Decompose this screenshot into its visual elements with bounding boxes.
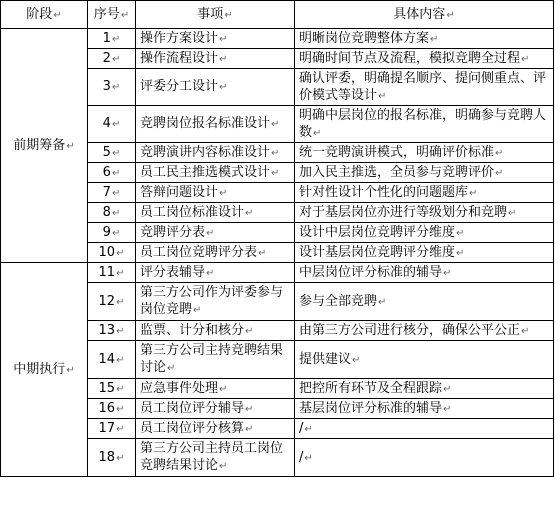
paragraph-mark-icon: ↵ [116, 403, 125, 415]
row-item: 第三方公司主持员工岗位竞聘结果讨论↵ [136, 439, 295, 477]
row-item: 员工民主推选模式设计↵ [136, 163, 295, 183]
row-content: 参与全部竞聘↵ [295, 283, 554, 321]
paragraph-mark-icon: ↵ [443, 383, 452, 395]
row-content: 设计基层岗位竞聘评分维度↵ [295, 243, 554, 263]
row-content: 统一竞聘演讲模式，明确评价标准↵ [295, 143, 554, 163]
header-item: 事项↵ [136, 1, 295, 29]
header-number: 序号↵ [88, 1, 136, 29]
header-phase: 阶段↵ [1, 1, 88, 29]
paragraph-mark-icon: ↵ [521, 325, 530, 337]
row-number: 8↵ [88, 203, 136, 223]
paragraph-mark-icon: ↵ [443, 267, 452, 279]
paragraph-mark-icon: ↵ [193, 305, 202, 316]
row-item: 第三方公司主持竞聘结果讨论↵ [136, 341, 295, 379]
paragraph-mark-icon: ↵ [495, 147, 504, 159]
row-number: 13↵ [88, 321, 136, 341]
row-number: 18↵ [88, 439, 136, 477]
row-content: 设计中层岗位竞聘评分维度↵ [295, 223, 554, 243]
row-item: 竞聘演讲内容标准设计↵ [136, 143, 295, 163]
paragraph-mark-icon: ↵ [116, 452, 125, 464]
row-item: 员工岗位标准设计↵ [136, 203, 295, 223]
paragraph-mark-icon: ↵ [116, 325, 125, 337]
row-number: 11↵ [88, 263, 136, 283]
paragraph-mark-icon: ↵ [446, 9, 455, 21]
row-content: /↵ [295, 419, 554, 439]
paragraph-mark-icon: ↵ [245, 325, 254, 337]
row-number: 16↵ [88, 399, 136, 419]
paragraph-mark-icon: ↵ [456, 227, 465, 239]
paragraph-mark-icon: ↵ [116, 267, 125, 279]
paragraph-mark-icon: ↵ [111, 82, 121, 93]
row-item: 员工岗位评分核算↵ [136, 419, 295, 439]
row-content: 对于基层岗位亦进行等级划分和竞聘↵ [295, 203, 554, 223]
paragraph-mark-icon: ↵ [111, 187, 121, 199]
row-content: 由第三方公司进行核分，确保公平公正↵ [295, 321, 554, 341]
paragraph-mark-icon: ↵ [224, 9, 233, 21]
row-number: 12↵ [88, 283, 136, 321]
paragraph-mark-icon: ↵ [219, 53, 228, 65]
paragraph-mark-icon: ↵ [206, 227, 215, 239]
paragraph-mark-icon: ↵ [116, 247, 125, 259]
row-content: 中层岗位评分标准的辅导↵ [295, 263, 554, 283]
row-item: 竞聘岗位报名标准设计↵ [136, 106, 295, 143]
row-item: 操作方案设计↵ [136, 29, 295, 49]
paragraph-mark-icon: ↵ [521, 53, 530, 65]
paragraph-mark-icon: ↵ [271, 119, 280, 130]
row-item: 第三方公司作为评委参与岗位竞聘↵ [136, 283, 295, 321]
paragraph-mark-icon: ↵ [508, 207, 517, 219]
paragraph-mark-icon: ↵ [219, 187, 228, 199]
paragraph-mark-icon: ↵ [66, 140, 75, 152]
paragraph-mark-icon: ↵ [313, 127, 322, 139]
row-item: 员工岗位评分辅导↵ [136, 399, 295, 419]
paragraph-mark-icon: ↵ [111, 33, 121, 45]
row-content: 明确中层岗位的报名标准，明确参与竞聘人数↵ [295, 106, 554, 143]
row-number: 10↵ [88, 243, 136, 263]
row-content: /↵ [295, 439, 554, 477]
paragraph-mark-icon: ↵ [167, 363, 176, 374]
paragraph-mark-icon: ↵ [378, 90, 387, 102]
paragraph-mark-icon: ↵ [111, 207, 121, 219]
paragraph-mark-icon: ↵ [469, 187, 478, 199]
row-content: 确认评委，明确提名顺序、提问侧重点、评价模式等设计↵ [295, 69, 554, 106]
paragraph-mark-icon: ↵ [219, 383, 228, 395]
paragraph-mark-icon: ↵ [111, 147, 121, 159]
paragraph-mark-icon: ↵ [116, 296, 125, 308]
row-item: 操作流程设计↵ [136, 49, 295, 69]
row-content: 明确时间节点及流程，模拟竞聘全过程↵ [295, 49, 554, 69]
paragraph-mark-icon: ↵ [206, 267, 215, 279]
phase-cell: 前期筹备↵ [1, 29, 88, 263]
row-number: 3↵ [88, 69, 136, 106]
row-number: 14↵ [88, 341, 136, 379]
row-item: 监票、计分和核分↵ [136, 321, 295, 341]
paragraph-mark-icon: ↵ [304, 452, 313, 464]
paragraph-mark-icon: ↵ [456, 247, 465, 259]
paragraph-mark-icon: ↵ [53, 9, 62, 21]
row-number: 9↵ [88, 223, 136, 243]
paragraph-mark-icon: ↵ [111, 53, 121, 65]
paragraph-mark-icon: ↵ [120, 9, 130, 21]
paragraph-mark-icon: ↵ [443, 403, 452, 415]
paragraph-mark-icon: ↵ [271, 167, 280, 179]
table-row [1, 263, 554, 283]
paragraph-mark-icon: ↵ [66, 364, 75, 376]
paragraph-mark-icon: ↵ [304, 423, 313, 435]
paragraph-mark-icon: ↵ [219, 33, 228, 45]
header-row [1, 1, 554, 29]
paragraph-mark-icon: ↵ [378, 296, 387, 308]
paragraph-mark-icon: ↵ [111, 227, 121, 239]
paragraph-mark-icon: ↵ [219, 82, 228, 93]
paragraph-mark-icon: ↵ [258, 247, 267, 259]
row-content: 把控所有环节及全程跟踪↵ [295, 379, 554, 399]
row-number: 4↵ [88, 106, 136, 143]
header-content: 具体内容↵ [295, 1, 554, 29]
row-number: 15↵ [88, 379, 136, 399]
paragraph-mark-icon: ↵ [245, 207, 254, 219]
row-number: 2↵ [88, 49, 136, 69]
table-row [1, 29, 554, 49]
paragraph-mark-icon: ↵ [111, 119, 121, 130]
row-number: 7↵ [88, 183, 136, 203]
row-item: 员工岗位竞聘评分表↵ [136, 243, 295, 263]
row-item: 竞聘评分表↵ [136, 223, 295, 243]
row-content: 明晰岗位竞聘整体方案↵ [295, 29, 554, 49]
paragraph-mark-icon: ↵ [116, 383, 125, 395]
row-item: 答辩问题设计↵ [136, 183, 295, 203]
row-number: 5↵ [88, 143, 136, 163]
paragraph-mark-icon: ↵ [111, 167, 121, 179]
row-content: 提供建议↵ [295, 341, 554, 379]
paragraph-mark-icon: ↵ [495, 167, 504, 179]
row-item: 应急事件处理↵ [136, 379, 295, 399]
paragraph-mark-icon: ↵ [245, 403, 254, 415]
paragraph-mark-icon: ↵ [245, 423, 254, 435]
row-number: 6↵ [88, 163, 136, 183]
row-item: 评委分工设计↵ [136, 69, 295, 106]
paragraph-mark-icon: ↵ [430, 33, 439, 45]
table-body [1, 29, 554, 477]
row-number: 17↵ [88, 419, 136, 439]
paragraph-mark-icon: ↵ [116, 354, 125, 366]
row-content: 加入民主推选，全员参与竞聘评价↵ [295, 163, 554, 183]
phase-cell: 中期执行↵ [1, 263, 88, 477]
row-number: 1↵ [88, 29, 136, 49]
row-content: 针对性设计个性化的问题题库↵ [295, 183, 554, 203]
row-item: 评分表辅导↵ [136, 263, 295, 283]
row-content: 基层岗位评分标准的辅导↵ [295, 399, 554, 419]
paragraph-mark-icon: ↵ [116, 423, 125, 435]
paragraph-mark-icon: ↵ [352, 354, 361, 366]
paragraph-mark-icon: ↵ [271, 147, 280, 159]
paragraph-mark-icon: ↵ [219, 461, 228, 472]
